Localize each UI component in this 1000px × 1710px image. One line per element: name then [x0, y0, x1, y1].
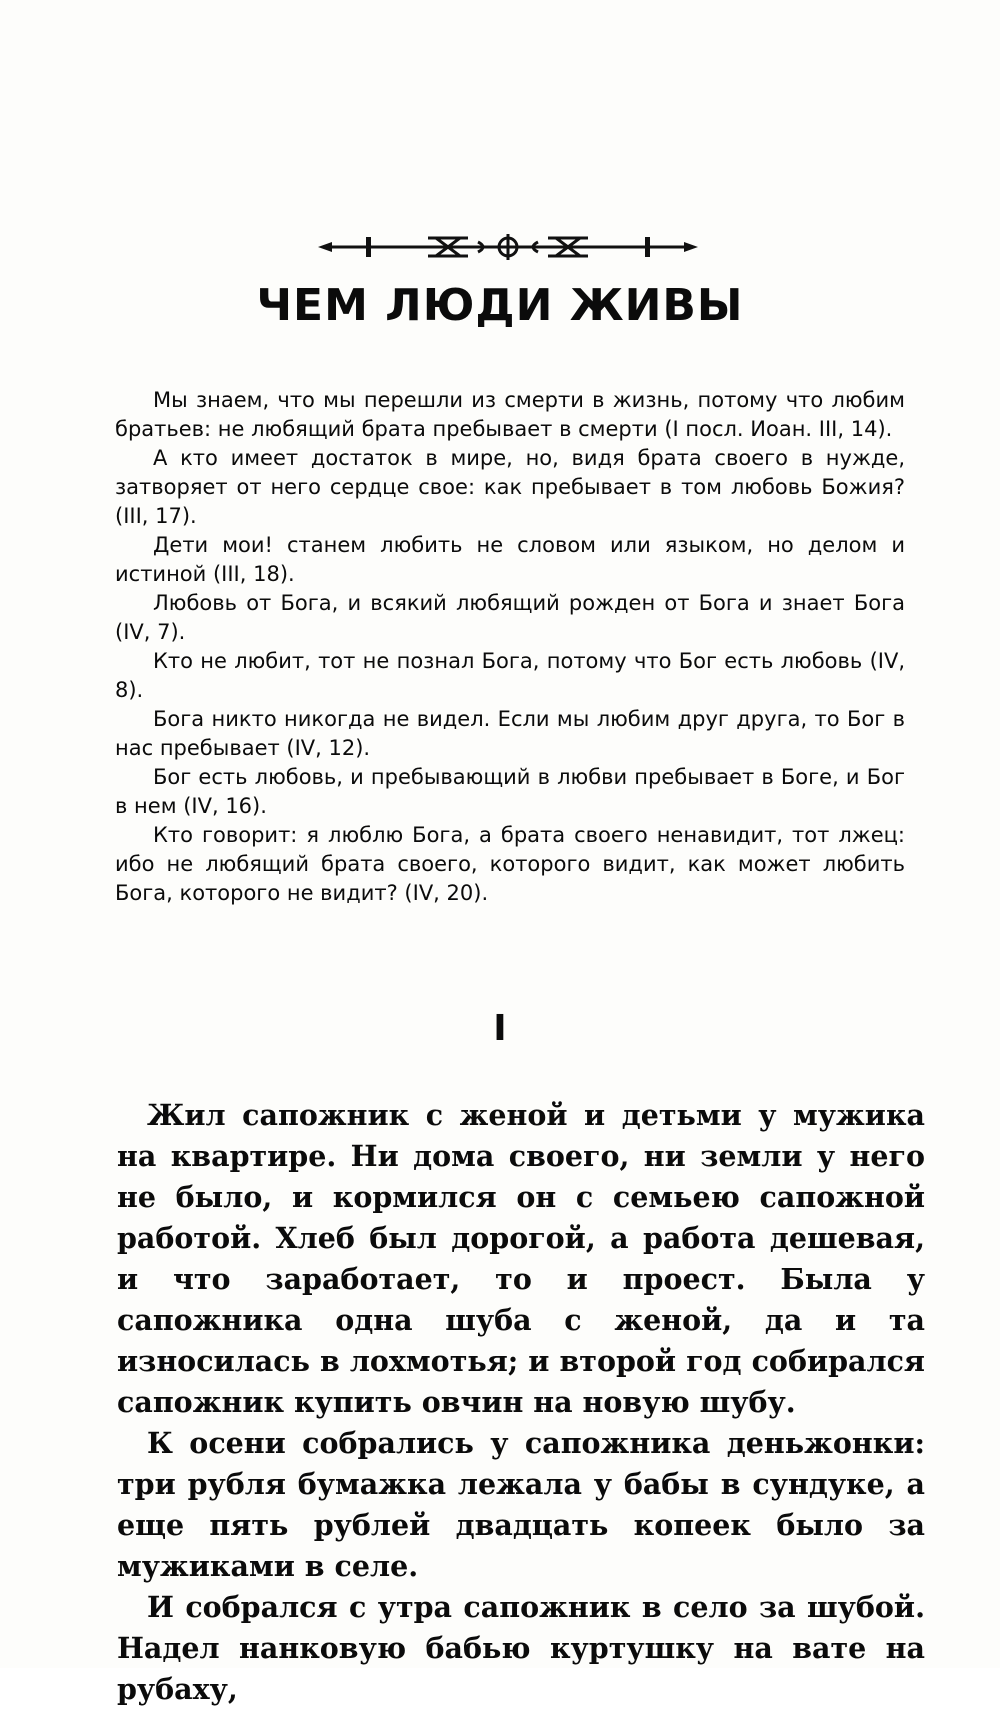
paragraph: Жил сапожник с женой и детьми у мужика на квартире. Ни дома своего, ни земли у него не было, и кормился он с семьею сапожной работой. Хлеб был дорогой, а работа дешевая, и что заработает, то и проест. Была у сапожника одна шуба с женой, да и та износилась в лохмотья; и второй год собирался сапожник купить овчин на новую шубу. — [117, 1098, 925, 1419]
epigraph-verse: Дети мои! станем любить не словом или языком, но делом и истиной (III, 18). — [115, 533, 905, 586]
story-title: ЧЕМ ЛЮДИ ЖИВЫ — [256, 280, 744, 331]
epigraph-verse: А кто имеет достаток в мире, но, видя брата своего в нужде, затворяет от него сердце свое: как пребывает в том любовь Божия? (III, 17). — [115, 446, 905, 528]
epigraph-verse: Бог есть любовь, и пребывающий в любви пребывает в Боге, и Бог в нем (IV, 16). — [115, 765, 905, 818]
epigraph-verse: Кто не любит, тот не познал Бога, потому что Бог есть любовь (IV, 8). — [115, 649, 905, 702]
epigraph-verse: Любовь от Бога, и всякий любящий рожден от Бога и знает Бога (IV, 7). — [115, 591, 905, 644]
chapter-number: I — [493, 1008, 507, 1049]
epigraph-verse: Бога никто никогда не видел. Если мы любим друг друга, то Бог в нас пребывает (IV, 12). — [115, 707, 905, 760]
chapter-text — [117, 1095, 925, 1710]
epigraph — [115, 386, 905, 908]
epigraph-verse: Кто говорит: я люблю Бога, а брата своего ненавидит, тот лжец: ибо не любящий брата своего, которого видит, как может любить Бога, которого не видит? (IV, 20). — [115, 823, 905, 905]
ornament-divider-icon — [318, 232, 698, 262]
paragraph: И собрался с утра сапожник в село за шубой. Надел нанковую бабью куртушку на вате на рубаху, — [117, 1590, 925, 1706]
paragraph: К осени собрались у сапожника деньжонки: три рубля бумажка лежала у бабы в сундуке, а еще пять рублей двадцать копеек было за мужиками в селе. — [117, 1426, 925, 1583]
epigraph-verse: Мы знаем, что мы перешли из смерти в жизнь, потому что любим братьев: не любящий брата пребывает в смерти (I посл. Иоан. III, 14). — [115, 388, 905, 441]
